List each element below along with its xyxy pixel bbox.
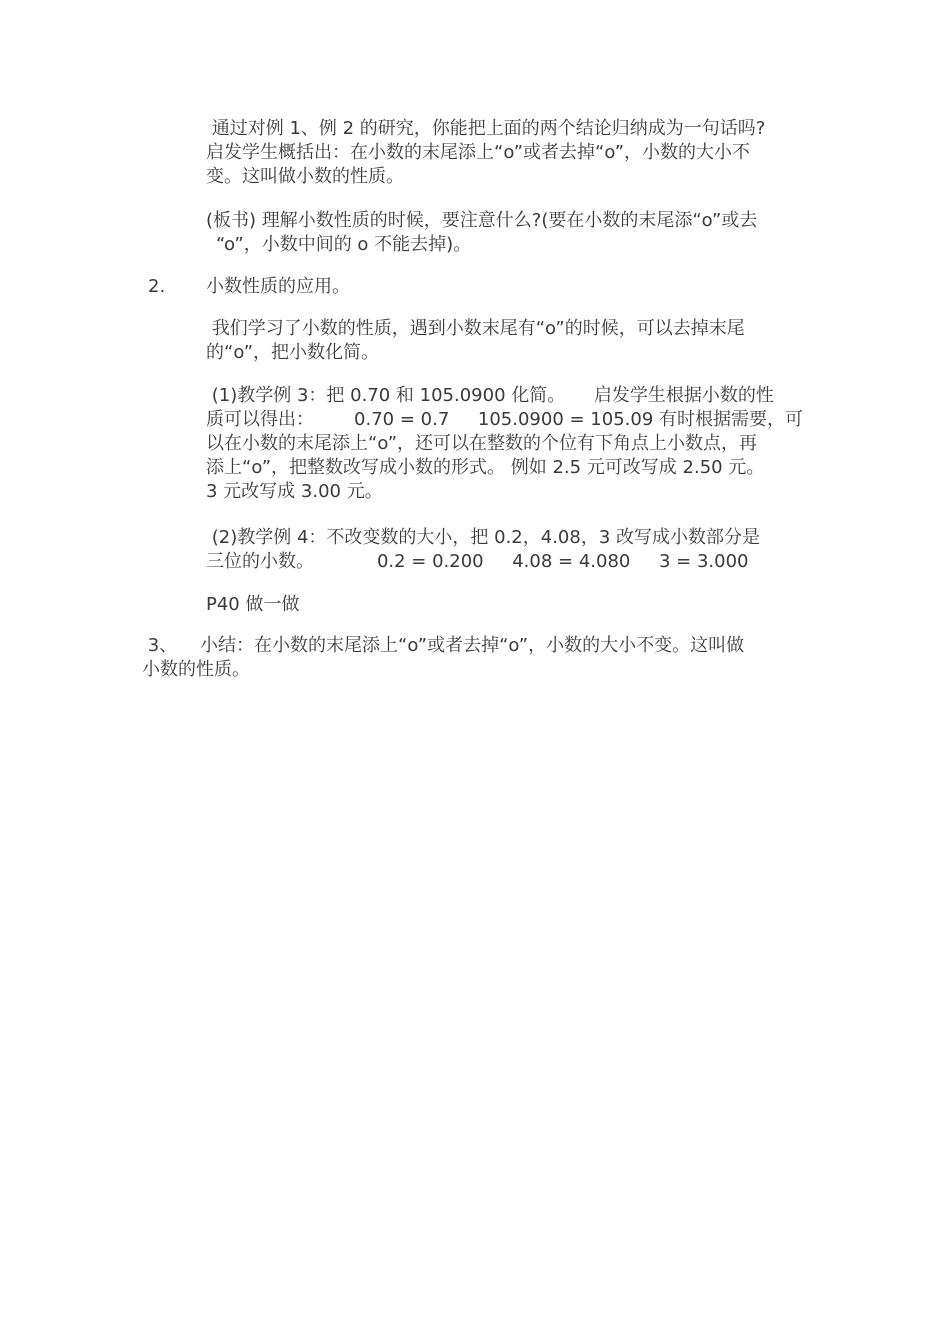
- text-line: “o”，小数中间的 o 不能去掉)。: [216, 234, 472, 255]
- list-item-number: 2.: [148, 276, 166, 297]
- text-line: 的“o”，把小数化简。: [206, 342, 380, 363]
- text-line: (2)教学例 4：不改变数的大小，把 0.2，4.08，3 改写成小数部分是: [206, 527, 760, 548]
- text-line: 变。这叫做小数的性质。: [206, 166, 404, 187]
- text-line: 启发学生概括出：在小数的末尾添上“o”或者去掉“o”，小数的大小不: [206, 142, 751, 163]
- text-line: 添上“o”，把整数改写成小数的形式。 例如 2.5 元可改写成 2.50 元。: [206, 457, 765, 478]
- text-line: 通过对例 1、例 2 的研究，你能把上面的两个结论归纳成为一句话吗?: [206, 118, 766, 139]
- text-line: 我们学习了小数的性质，遇到小数末尾有“o”的时候，可以去掉末尾: [206, 318, 745, 339]
- list-item-2: [148, 275, 808, 299]
- paragraph-example-4: [206, 526, 806, 574]
- text-line: 以在小数的末尾添上“o”，还可以在整数的个位有下角点上小数点，再: [206, 433, 758, 454]
- list-item-text: 小数性质的应用。: [206, 276, 350, 297]
- text-line: 3 元改写成 3.00 元。: [206, 481, 383, 502]
- text-line: 三位的小数。 0.2 = 0.200 4.08 = 4.080 3 = 3.000: [206, 551, 749, 572]
- paragraph-example-3: [206, 384, 806, 504]
- text-line: (板书) 理解小数性质的时候，要注意什么?(要在小数的末尾添“o”或去: [206, 210, 758, 231]
- list-item-3-summary: [142, 634, 812, 682]
- text-line: 质可以得出： 0.70 = 0.7 105.0900 = 105.09 有时根据需要，可: [206, 409, 804, 430]
- paragraph-blackboard-note: [206, 209, 806, 257]
- text-line: (1)教学例 3：把 0.70 和 105.0900 化简。 启发学生根据小数的性: [206, 385, 774, 406]
- text-line: 3、 小结：在小数的末尾添上“o”或者去掉“o”，小数的大小不变。这叫做: [142, 635, 745, 656]
- text-line: P40 做一做: [206, 594, 300, 615]
- paragraph-exercise-ref: [206, 593, 806, 617]
- paragraph-conclusion-summary: [206, 117, 806, 189]
- text-line: 小数的性质。: [142, 659, 250, 680]
- paragraph-simplify-intro: [206, 317, 806, 365]
